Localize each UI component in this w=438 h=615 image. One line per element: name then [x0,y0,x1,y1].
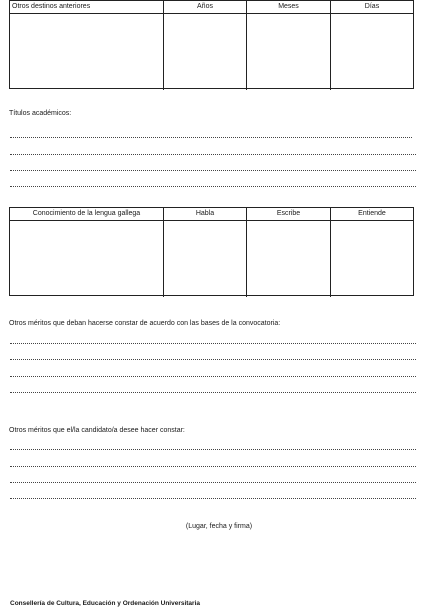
titulos-label: Títulos académicos: [9,110,72,117]
otros-meritos-bases-label: Otros méritos que deban hacerse constar de acuerdo con las bases de la convocatoria: [9,320,281,327]
galician-language-table [9,207,414,296]
meritos-candidato-line-3[interactable] [10,482,416,483]
input-otros-destinos[interactable] [10,14,164,90]
input-dias[interactable] [331,14,413,90]
header-otros-destinos: Otros destinos anteriores [10,1,164,13]
header-escribe: Escribe [247,208,331,220]
galician-language-body-row [10,221,413,297]
meritos-bases-line-1[interactable] [10,343,416,344]
header-dias: Días [364,3,380,10]
header-conocimiento: Conocimiento de la lengua gallega [10,208,164,220]
meritos-bases-line-3[interactable] [10,376,416,377]
input-meses[interactable] [247,14,331,90]
previous-posts-body-row [10,14,413,90]
meritos-candidato-line-1[interactable] [10,449,416,450]
meritos-bases-line-4[interactable] [10,392,416,393]
titulos-line-4[interactable] [10,186,416,187]
otros-meritos-candidato-label: Otros méritos que el/la candidato/a desee hacer constar: [9,427,185,434]
previous-posts-header-row [10,1,413,14]
header-entiende: Entiende [358,210,386,217]
input-anos[interactable] [164,14,247,90]
input-conocimiento[interactable] [10,221,164,297]
meritos-candidato-line-2[interactable] [10,466,416,467]
input-entiende[interactable] [331,221,413,297]
galician-language-header-row [10,208,413,221]
meritos-candidato-line-4[interactable] [10,498,416,499]
titulos-line-1[interactable] [10,137,412,138]
titulos-line-3[interactable] [10,170,416,171]
previous-posts-table [9,0,414,89]
titulos-line-2[interactable] [10,154,416,155]
meritos-bases-line-2[interactable] [10,359,416,360]
input-escribe[interactable] [247,221,331,297]
input-habla[interactable] [164,221,247,297]
header-habla: Habla [164,208,247,220]
footer-department: Consellería de Cultura, Educación y Ordenación Universitaria [10,600,201,607]
header-meses: Meses [247,1,331,13]
header-anos: Años [164,1,247,13]
signature-label: (Lugar, fecha y firma) [185,523,253,530]
